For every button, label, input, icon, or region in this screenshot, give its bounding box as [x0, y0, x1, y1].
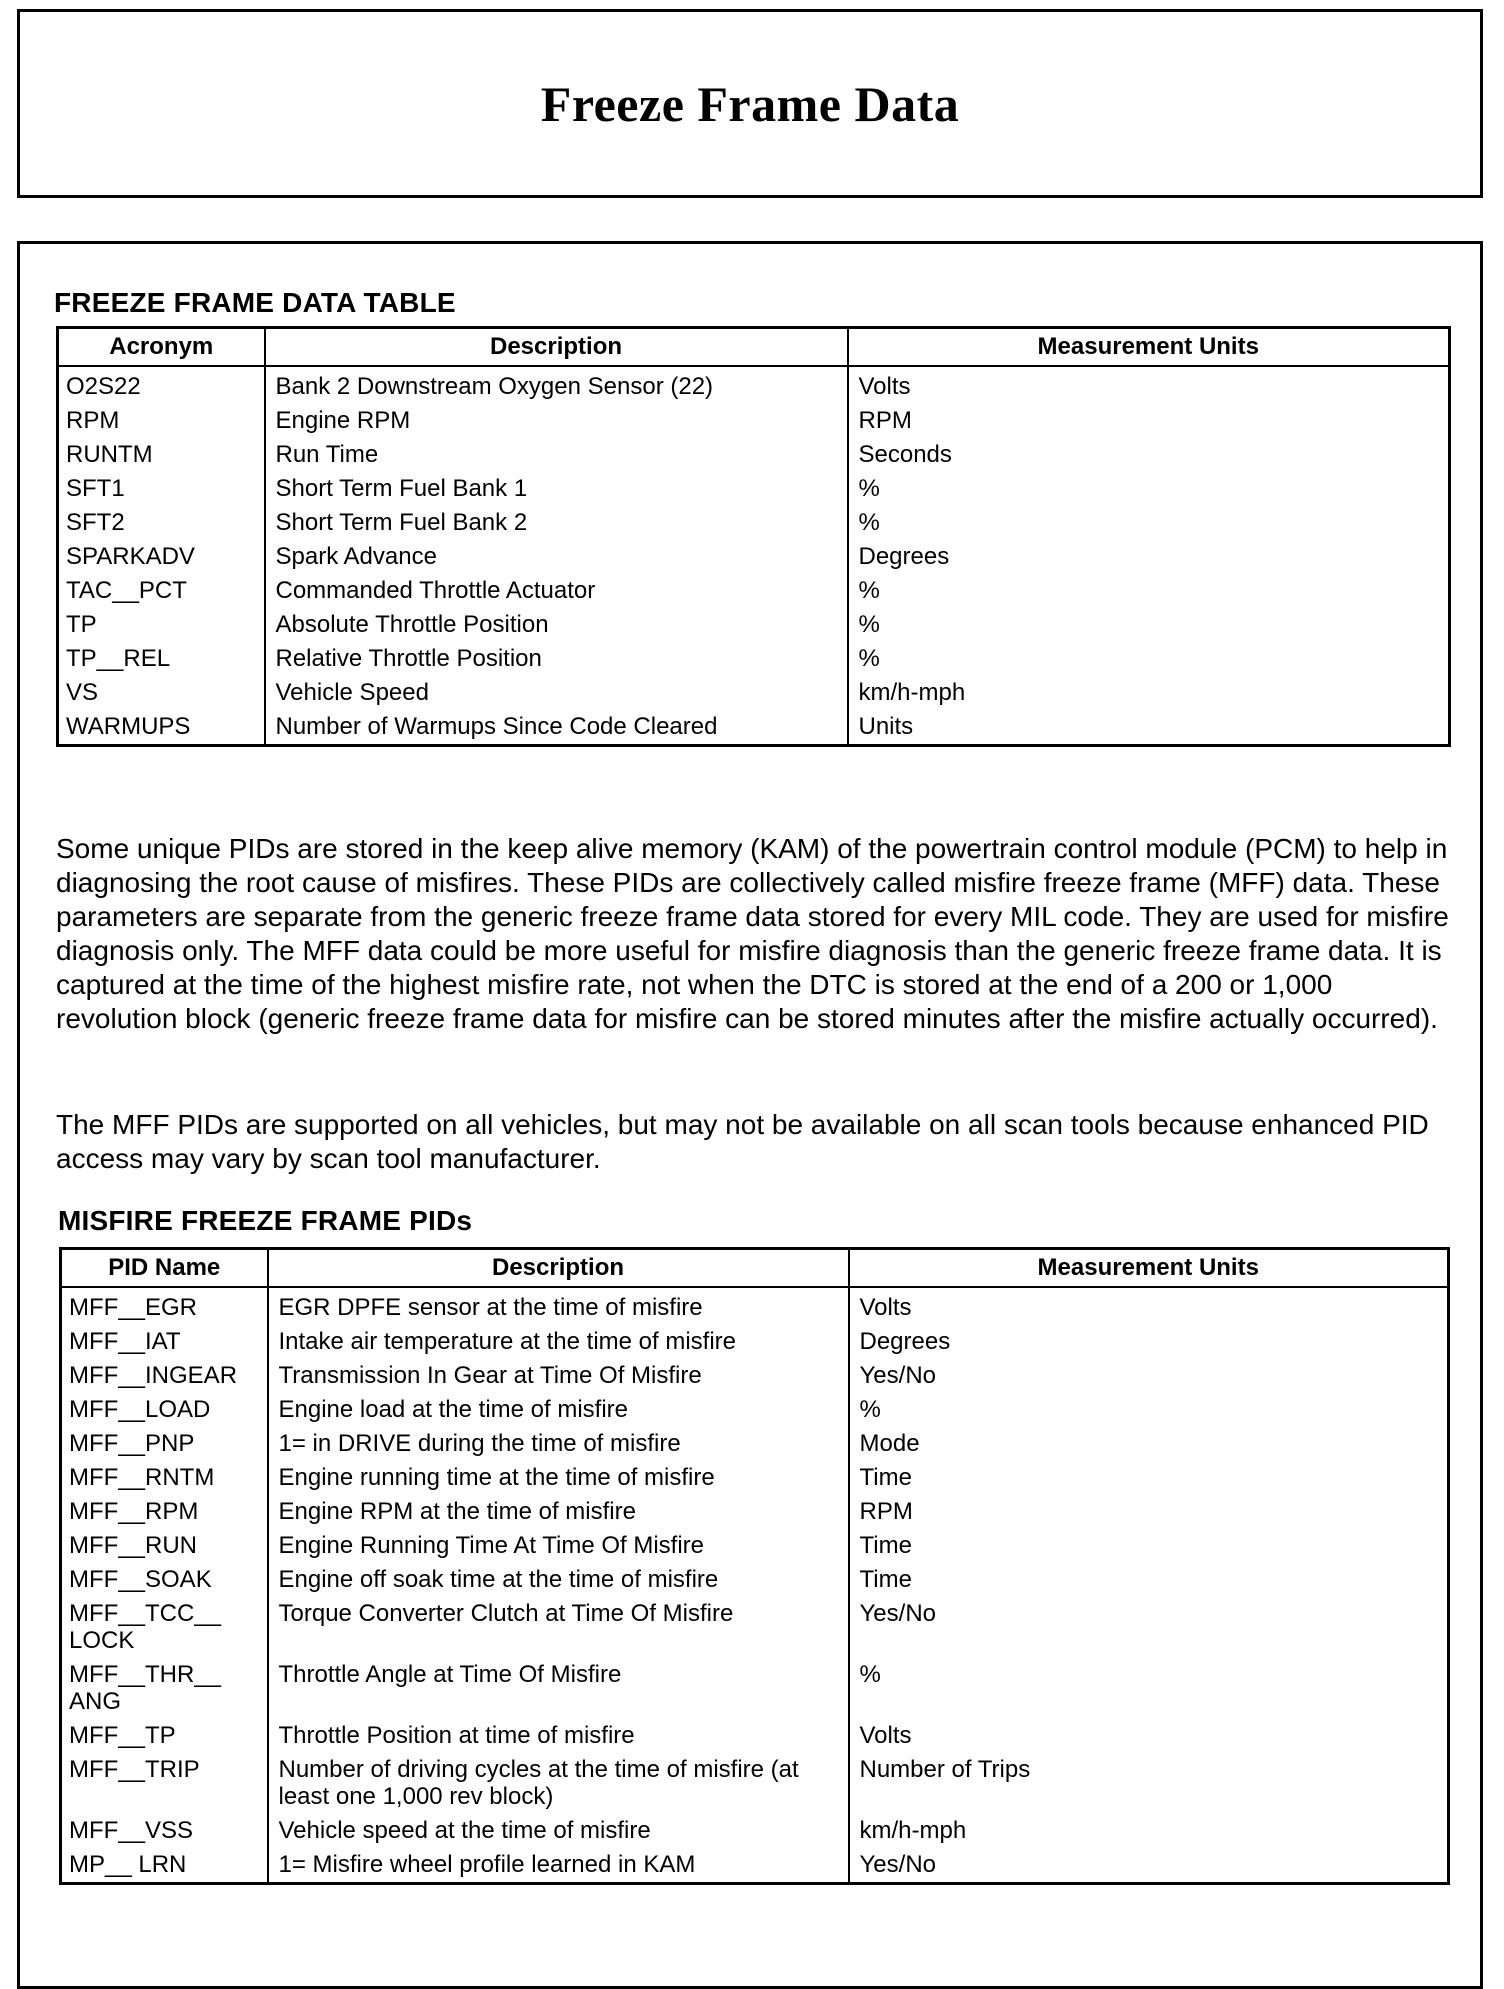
content-box	[17, 241, 1483, 1989]
description-cell: Torque Converter Clutch at Time Of Misfire	[268, 1597, 849, 1658]
pid-name-cell: MFF__TRIP	[69, 1756, 200, 1783]
kam-paragraph: Some unique PIDs are stored in the keep alive memory (KAM) of the powertrain control module (PCM) to help in diagnosing the root cause of misfires. These PIDs are collectively called misfire freeze frame (MFF) data. These parameters are separate from the generic freeze frame data stored for every MIL code. They are used for misfire diagnosis only. The MFF data could be more useful for misfire diagnosis than the generic freeze frame data. It is captured at the time of the highest misfire rate, not when the DTC is stored at the end of a 200 or 1,000 revolution block (generic freeze frame data for misfire can be stored minutes after the misfire actually occurred).	[56, 833, 1449, 1034]
description-cell: Transmission In Gear at Time Of Misfire	[268, 1359, 849, 1393]
pid-name-cell: MFF__IAT	[69, 1328, 181, 1355]
freeze-frame-table-heading: FREEZE FRAME DATA TABLE	[54, 287, 456, 318]
units-cell: Yes/No	[849, 1597, 1449, 1658]
pid-name-cell: MFF__TP	[69, 1722, 176, 1749]
pid-name-cell: MFF__INGEAR	[69, 1362, 238, 1389]
units-cell: %	[849, 1658, 1449, 1719]
description-cell: Engine RPM at the time of misfire	[268, 1495, 849, 1529]
table-row	[61, 1325, 1449, 1359]
pid-name-cell: MFF__THR__ ANG	[69, 1661, 222, 1715]
units-cell: Degrees	[849, 1325, 1449, 1359]
units-cell: %	[849, 1393, 1449, 1427]
pid-name-cell: MFF__RNTM	[69, 1464, 215, 1491]
pid-name-cell: MFF__VSS	[69, 1817, 194, 1844]
table-row	[61, 1287, 1449, 1325]
table-row	[61, 1814, 1449, 1848]
table-row	[61, 1719, 1449, 1753]
description-cell: Short Term Fuel Bank 2	[265, 506, 848, 540]
table-row	[61, 1427, 1449, 1461]
column-header-measurement-units: Measurement Units	[849, 1249, 1449, 1288]
title-box	[17, 9, 1483, 198]
units-cell: Volts	[849, 1287, 1449, 1325]
table-row	[61, 1495, 1449, 1529]
table-row	[61, 1563, 1449, 1597]
column-header-pid-name: PID Name	[61, 1249, 268, 1288]
units-cell: km/h-mph	[849, 1814, 1449, 1848]
table-row	[58, 366, 1450, 404]
units-cell: %	[848, 608, 1450, 642]
acronym-cell: RPM	[66, 407, 120, 434]
pid-name-cell: MFF__RUN	[69, 1532, 198, 1559]
units-cell: Time	[849, 1461, 1449, 1495]
units-cell: Time	[849, 1563, 1449, 1597]
pid-name-cell: MFF__TCC__ LOCK	[69, 1600, 222, 1654]
acronym-cell: SPARKADV	[66, 543, 195, 570]
units-cell: Mode	[849, 1427, 1449, 1461]
units-cell: Units	[848, 710, 1450, 746]
units-cell: RPM	[848, 404, 1450, 438]
table-row	[58, 540, 1450, 574]
table-row	[58, 404, 1450, 438]
misfire-table-heading: MISFIRE FREEZE FRAME PIDs	[58, 1205, 473, 1236]
description-cell: Bank 2 Downstream Oxygen Sensor (22)	[265, 366, 848, 404]
description-cell: Absolute Throttle Position	[265, 608, 848, 642]
acronym-cell: TP__REL	[66, 645, 171, 672]
description-cell: Engine running time at the time of misfire	[268, 1461, 849, 1495]
table-row	[61, 1529, 1449, 1563]
acronym-cell: VS	[66, 679, 99, 706]
units-cell: Time	[849, 1529, 1449, 1563]
units-cell: Number of Trips	[849, 1753, 1449, 1814]
pid-name-cell: MP__ LRN	[69, 1851, 187, 1878]
misfire-freeze-frame-table	[59, 1247, 1450, 1885]
units-cell: %	[848, 472, 1450, 506]
acronym-cell: RUNTM	[66, 441, 153, 468]
table-row	[61, 1461, 1449, 1495]
description-cell: Vehicle speed at the time of misfire	[268, 1814, 849, 1848]
table-row	[61, 1359, 1449, 1393]
units-cell: Volts	[848, 366, 1450, 404]
table-row	[61, 1753, 1449, 1814]
column-header-description: Description	[265, 328, 848, 367]
pid-name-cell: MFF__SOAK	[69, 1566, 212, 1593]
table-row	[58, 608, 1450, 642]
units-cell: Yes/No	[849, 1359, 1449, 1393]
acronym-cell: WARMUPS	[66, 713, 191, 740]
units-cell: km/h-mph	[848, 676, 1450, 710]
units-cell: Seconds	[848, 438, 1450, 472]
freeze-frame-data-table	[56, 326, 1451, 747]
table-header-row	[61, 1249, 1449, 1288]
description-cell: Number of driving cycles at the time of misfire (at least one 1,000 rev block)	[268, 1753, 849, 1814]
units-cell: Degrees	[848, 540, 1450, 574]
units-cell: Volts	[849, 1719, 1449, 1753]
description-cell: Throttle Angle at Time Of Misfire	[268, 1658, 849, 1719]
description-cell: Intake air temperature at the time of misfire	[268, 1325, 849, 1359]
pid-name-cell: MFF__EGR	[69, 1294, 198, 1321]
table-row	[58, 472, 1450, 506]
units-cell: Yes/No	[849, 1848, 1449, 1884]
table-row	[58, 506, 1450, 540]
table-row	[58, 574, 1450, 608]
description-cell: Number of Warmups Since Code Cleared	[265, 710, 848, 746]
description-cell: Engine load at the time of misfire	[268, 1393, 849, 1427]
pid-name-cell: MFF__PNP	[69, 1430, 195, 1457]
pid-name-cell: MFF__RPM	[69, 1498, 199, 1525]
scan-tool-paragraph: The MFF PIDs are supported on all vehicles, but may not be available on all scan tools because enhanced PID access may vary by scan tool manufacturer.	[56, 1109, 1429, 1174]
table-row	[58, 642, 1450, 676]
column-header-acronym: Acronym	[58, 328, 265, 367]
column-header-measurement-units: Measurement Units	[848, 328, 1450, 367]
description-cell: 1= in DRIVE during the time of misfire	[268, 1427, 849, 1461]
table-row	[61, 1597, 1449, 1658]
description-cell: Run Time	[265, 438, 848, 472]
acronym-cell: TAC__PCT	[66, 577, 187, 604]
description-cell: Engine off soak time at the time of misfire	[268, 1563, 849, 1597]
table-row	[58, 710, 1450, 746]
table-row	[58, 438, 1450, 472]
description-cell: Engine Running Time At Time Of Misfire	[268, 1529, 849, 1563]
description-cell: Commanded Throttle Actuator	[265, 574, 848, 608]
description-cell: 1= Misfire wheel profile learned in KAM	[268, 1848, 849, 1884]
units-cell: RPM	[849, 1495, 1449, 1529]
acronym-cell: SFT1	[66, 475, 125, 502]
page-title: Freeze Frame Data	[540, 75, 960, 132]
acronym-cell: SFT2	[66, 509, 125, 536]
table-row	[61, 1393, 1449, 1427]
table-row	[61, 1658, 1449, 1719]
units-cell: %	[848, 642, 1450, 676]
description-cell: Engine RPM	[265, 404, 848, 438]
acronym-cell: TP	[66, 611, 97, 638]
column-header-description: Description	[268, 1249, 849, 1288]
description-cell: Spark Advance	[265, 540, 848, 574]
description-cell: Throttle Position at time of misfire	[268, 1719, 849, 1753]
units-cell: %	[848, 574, 1450, 608]
acronym-cell: O2S22	[66, 373, 141, 400]
description-cell: Vehicle Speed	[265, 676, 848, 710]
table-row	[61, 1848, 1449, 1884]
description-cell: Relative Throttle Position	[265, 642, 848, 676]
description-cell: EGR DPFE sensor at the time of misfire	[268, 1287, 849, 1325]
description-cell: Short Term Fuel Bank 1	[265, 472, 848, 506]
table-header-row	[58, 328, 1450, 367]
pid-name-cell: MFF__LOAD	[69, 1396, 211, 1423]
table-row	[58, 676, 1450, 710]
units-cell: %	[848, 506, 1450, 540]
